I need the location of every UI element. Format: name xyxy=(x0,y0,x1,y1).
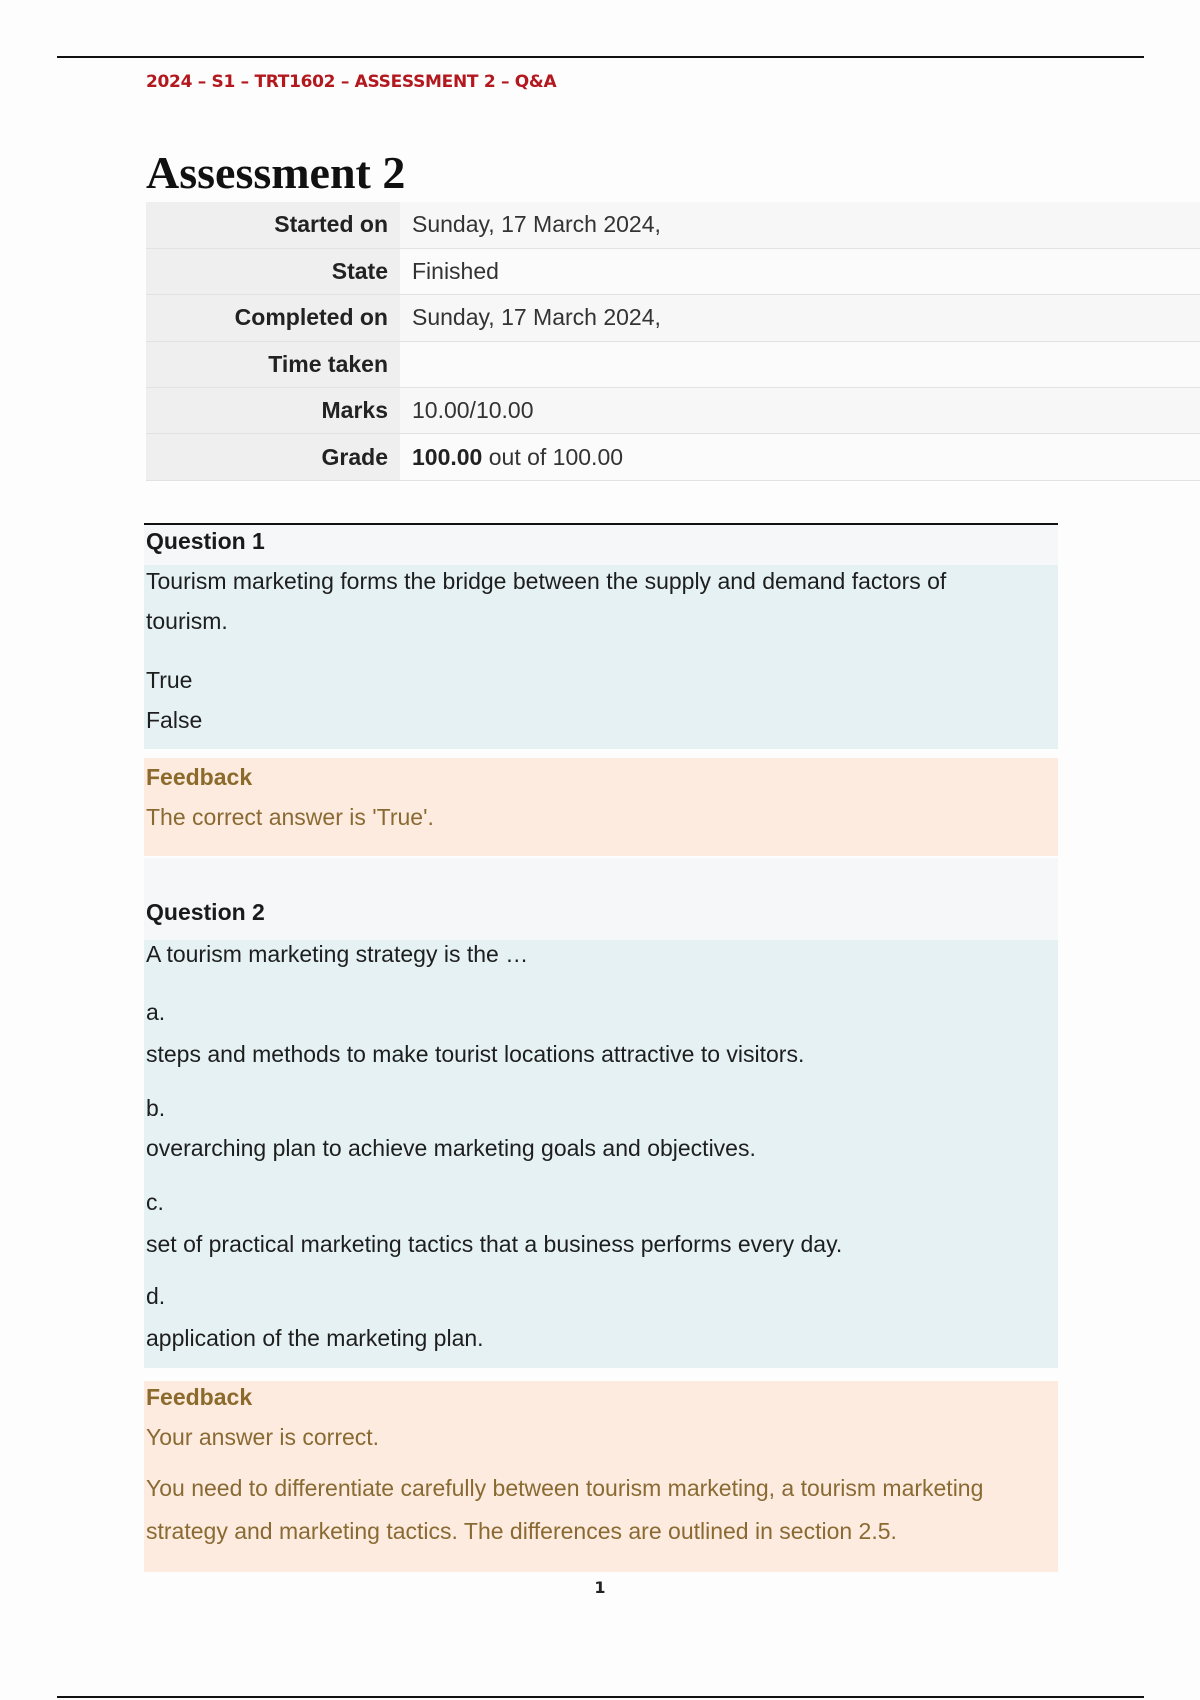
summary-label: Grade xyxy=(146,434,400,480)
summary-row-time-taken xyxy=(146,341,1200,387)
question-2-feedback xyxy=(144,1381,1058,1572)
summary-value xyxy=(400,434,1200,480)
summary-label: Marks xyxy=(146,388,400,434)
summary-value: Sunday, 17 March 2024, xyxy=(400,295,1200,341)
summary-row-state xyxy=(146,248,1200,294)
answer-option-d[interactable] xyxy=(146,1282,1058,1352)
answer-option-a[interactable] xyxy=(146,998,1058,1068)
summary-label: Started on xyxy=(146,202,400,248)
page-number: 1 xyxy=(594,1578,606,1597)
feedback-title: Feedback xyxy=(146,1384,253,1410)
summary-row-grade xyxy=(146,434,1200,480)
summary-row-started xyxy=(146,202,1200,248)
question-text: A tourism marketing strategy is the … xyxy=(146,941,529,967)
page-title: Assessment 2 xyxy=(146,147,406,198)
attempt-summary-table xyxy=(146,202,1200,481)
answer-option-c[interactable] xyxy=(146,1188,1058,1258)
question-1-body xyxy=(144,565,1058,749)
feedback-text: You need to differentiate carefully between tourism marketing, a tourism marketing xyxy=(146,1475,984,1501)
summary-value: Sunday, 17 March 2024, xyxy=(400,202,1200,248)
option-letter: b. xyxy=(146,1095,166,1121)
question-1-feedback xyxy=(144,758,1058,856)
summary-label: Time taken xyxy=(146,341,400,387)
option-letter: d. xyxy=(146,1283,166,1309)
grade-score: 100.00 xyxy=(412,443,483,470)
summary-row-completed xyxy=(146,295,1200,341)
summary-label: Completed on xyxy=(146,295,400,341)
option-text: set of practical marketing tactics that a business performs every day. xyxy=(146,1231,843,1257)
question-text: tourism. xyxy=(146,608,228,634)
feedback-text: strategy and marketing tactics. The differences are outlined in section 2.5. xyxy=(146,1518,897,1544)
question-1-heading: Question 1 xyxy=(144,525,1058,565)
question-2-heading-area xyxy=(144,858,1058,940)
option-text: overarching plan to achieve marketing goals and objectives. xyxy=(146,1135,756,1161)
feedback-text: The correct answer is 'True'. xyxy=(146,804,434,830)
summary-value: Finished xyxy=(400,248,1200,294)
top-rule xyxy=(57,56,1144,58)
question-2-body xyxy=(144,940,1058,1368)
question-text: Tourism marketing forms the bridge between the supply and demand factors of xyxy=(146,568,947,594)
summary-row-marks xyxy=(146,388,1200,434)
grade-out-of: out of 100.00 xyxy=(482,443,624,470)
answer-option-true[interactable]: True xyxy=(146,667,193,693)
answer-option-false[interactable]: False xyxy=(146,707,203,733)
option-text: steps and methods to make tourist locations attractive to visitors. xyxy=(146,1041,805,1067)
option-text: application of the marketing plan. xyxy=(146,1325,484,1351)
summary-value: 10.00/10.00 xyxy=(400,388,1200,434)
feedback-text: Your answer is correct. xyxy=(146,1424,380,1450)
feedback-title: Feedback xyxy=(146,764,253,790)
summary-label: State xyxy=(146,248,400,294)
option-letter: c. xyxy=(146,1189,164,1215)
question-2-heading: Question 2 xyxy=(146,899,265,925)
option-letter: a. xyxy=(146,999,166,1025)
answer-option-b[interactable] xyxy=(146,1094,1058,1162)
summary-value xyxy=(400,341,1200,387)
document-header: 2024 – S1 – TRT1602 – ASSESSMENT 2 – Q&A xyxy=(146,72,557,92)
bottom-rule xyxy=(57,1696,1144,1698)
